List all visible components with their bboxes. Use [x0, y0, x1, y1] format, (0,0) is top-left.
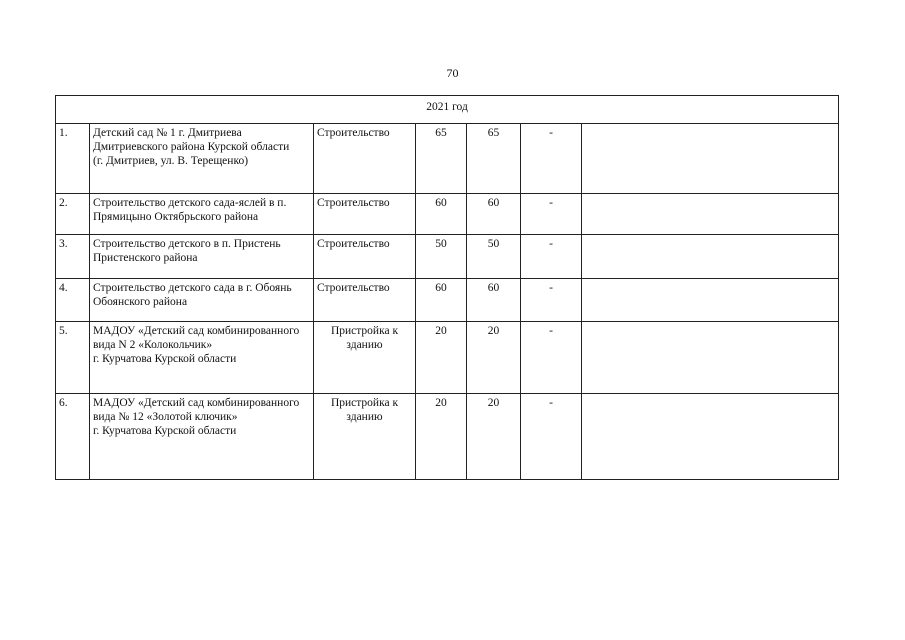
table-row [56, 235, 839, 279]
value-2: 60 [467, 279, 521, 322]
value-1: 60 [416, 194, 467, 235]
value-1: 65 [416, 124, 467, 194]
value-2: 20 [467, 394, 521, 480]
value-1: 20 [416, 394, 467, 480]
page-number: 70 [446, 66, 459, 80]
note-cell [582, 194, 839, 235]
row-number: 4. [56, 279, 90, 322]
object-name: Строительство детского сада-яслей в п. Прямицыно Октябрьского района [90, 194, 314, 235]
work-type: Строительство [314, 279, 416, 322]
value-1: 50 [416, 235, 467, 279]
row-number: 5. [56, 322, 90, 394]
dash-cell: - [521, 394, 582, 480]
work-type: Строительство [314, 194, 416, 235]
note-cell [582, 124, 839, 194]
row-number: 1. [56, 124, 90, 194]
kindergarten-table [55, 95, 839, 480]
object-name: МАДОУ «Детский сад комбинированного вида N 2 «Колокольчик» г. Курчатова Курской области [90, 322, 314, 394]
note-cell [582, 394, 839, 480]
dash-cell: - [521, 322, 582, 394]
value-2: 60 [467, 194, 521, 235]
row-number: 2. [56, 194, 90, 235]
work-type: Строительство [314, 124, 416, 194]
object-name: Строительство детского сада в г. Обоянь Обоянского района [90, 279, 314, 322]
row-number: 6. [56, 394, 90, 480]
table-row [56, 394, 839, 480]
dash-cell: - [521, 279, 582, 322]
work-type: Пристройка к зданию [314, 322, 416, 394]
note-cell [582, 322, 839, 394]
row-number: 3. [56, 235, 90, 279]
object-name: Детский сад № 1 г. Дмитриева Дмитриевского района Курской области (г. Дмитриев, ул. В. Терещенко) [90, 124, 314, 194]
value-1: 60 [416, 279, 467, 322]
dash-cell: - [521, 124, 582, 194]
value-2: 50 [467, 235, 521, 279]
table-row [56, 322, 839, 394]
value-2: 20 [467, 322, 521, 394]
table-row [56, 279, 839, 322]
note-cell [582, 279, 839, 322]
value-2: 65 [467, 124, 521, 194]
table-row [56, 124, 839, 194]
object-name: МАДОУ «Детский сад комбинированного вида № 12 «Золотой ключик» г. Курчатова Курской области [90, 394, 314, 480]
object-name: Строительство детского в п. Пристень Пристенского района [90, 235, 314, 279]
year-row [56, 96, 839, 124]
table-row [56, 194, 839, 235]
work-type: Строительство [314, 235, 416, 279]
dash-cell: - [521, 194, 582, 235]
value-1: 20 [416, 322, 467, 394]
work-type: Пристройка к зданию [314, 394, 416, 480]
note-cell [582, 235, 839, 279]
dash-cell: - [521, 235, 582, 279]
year-header: 2021 год [56, 96, 839, 124]
